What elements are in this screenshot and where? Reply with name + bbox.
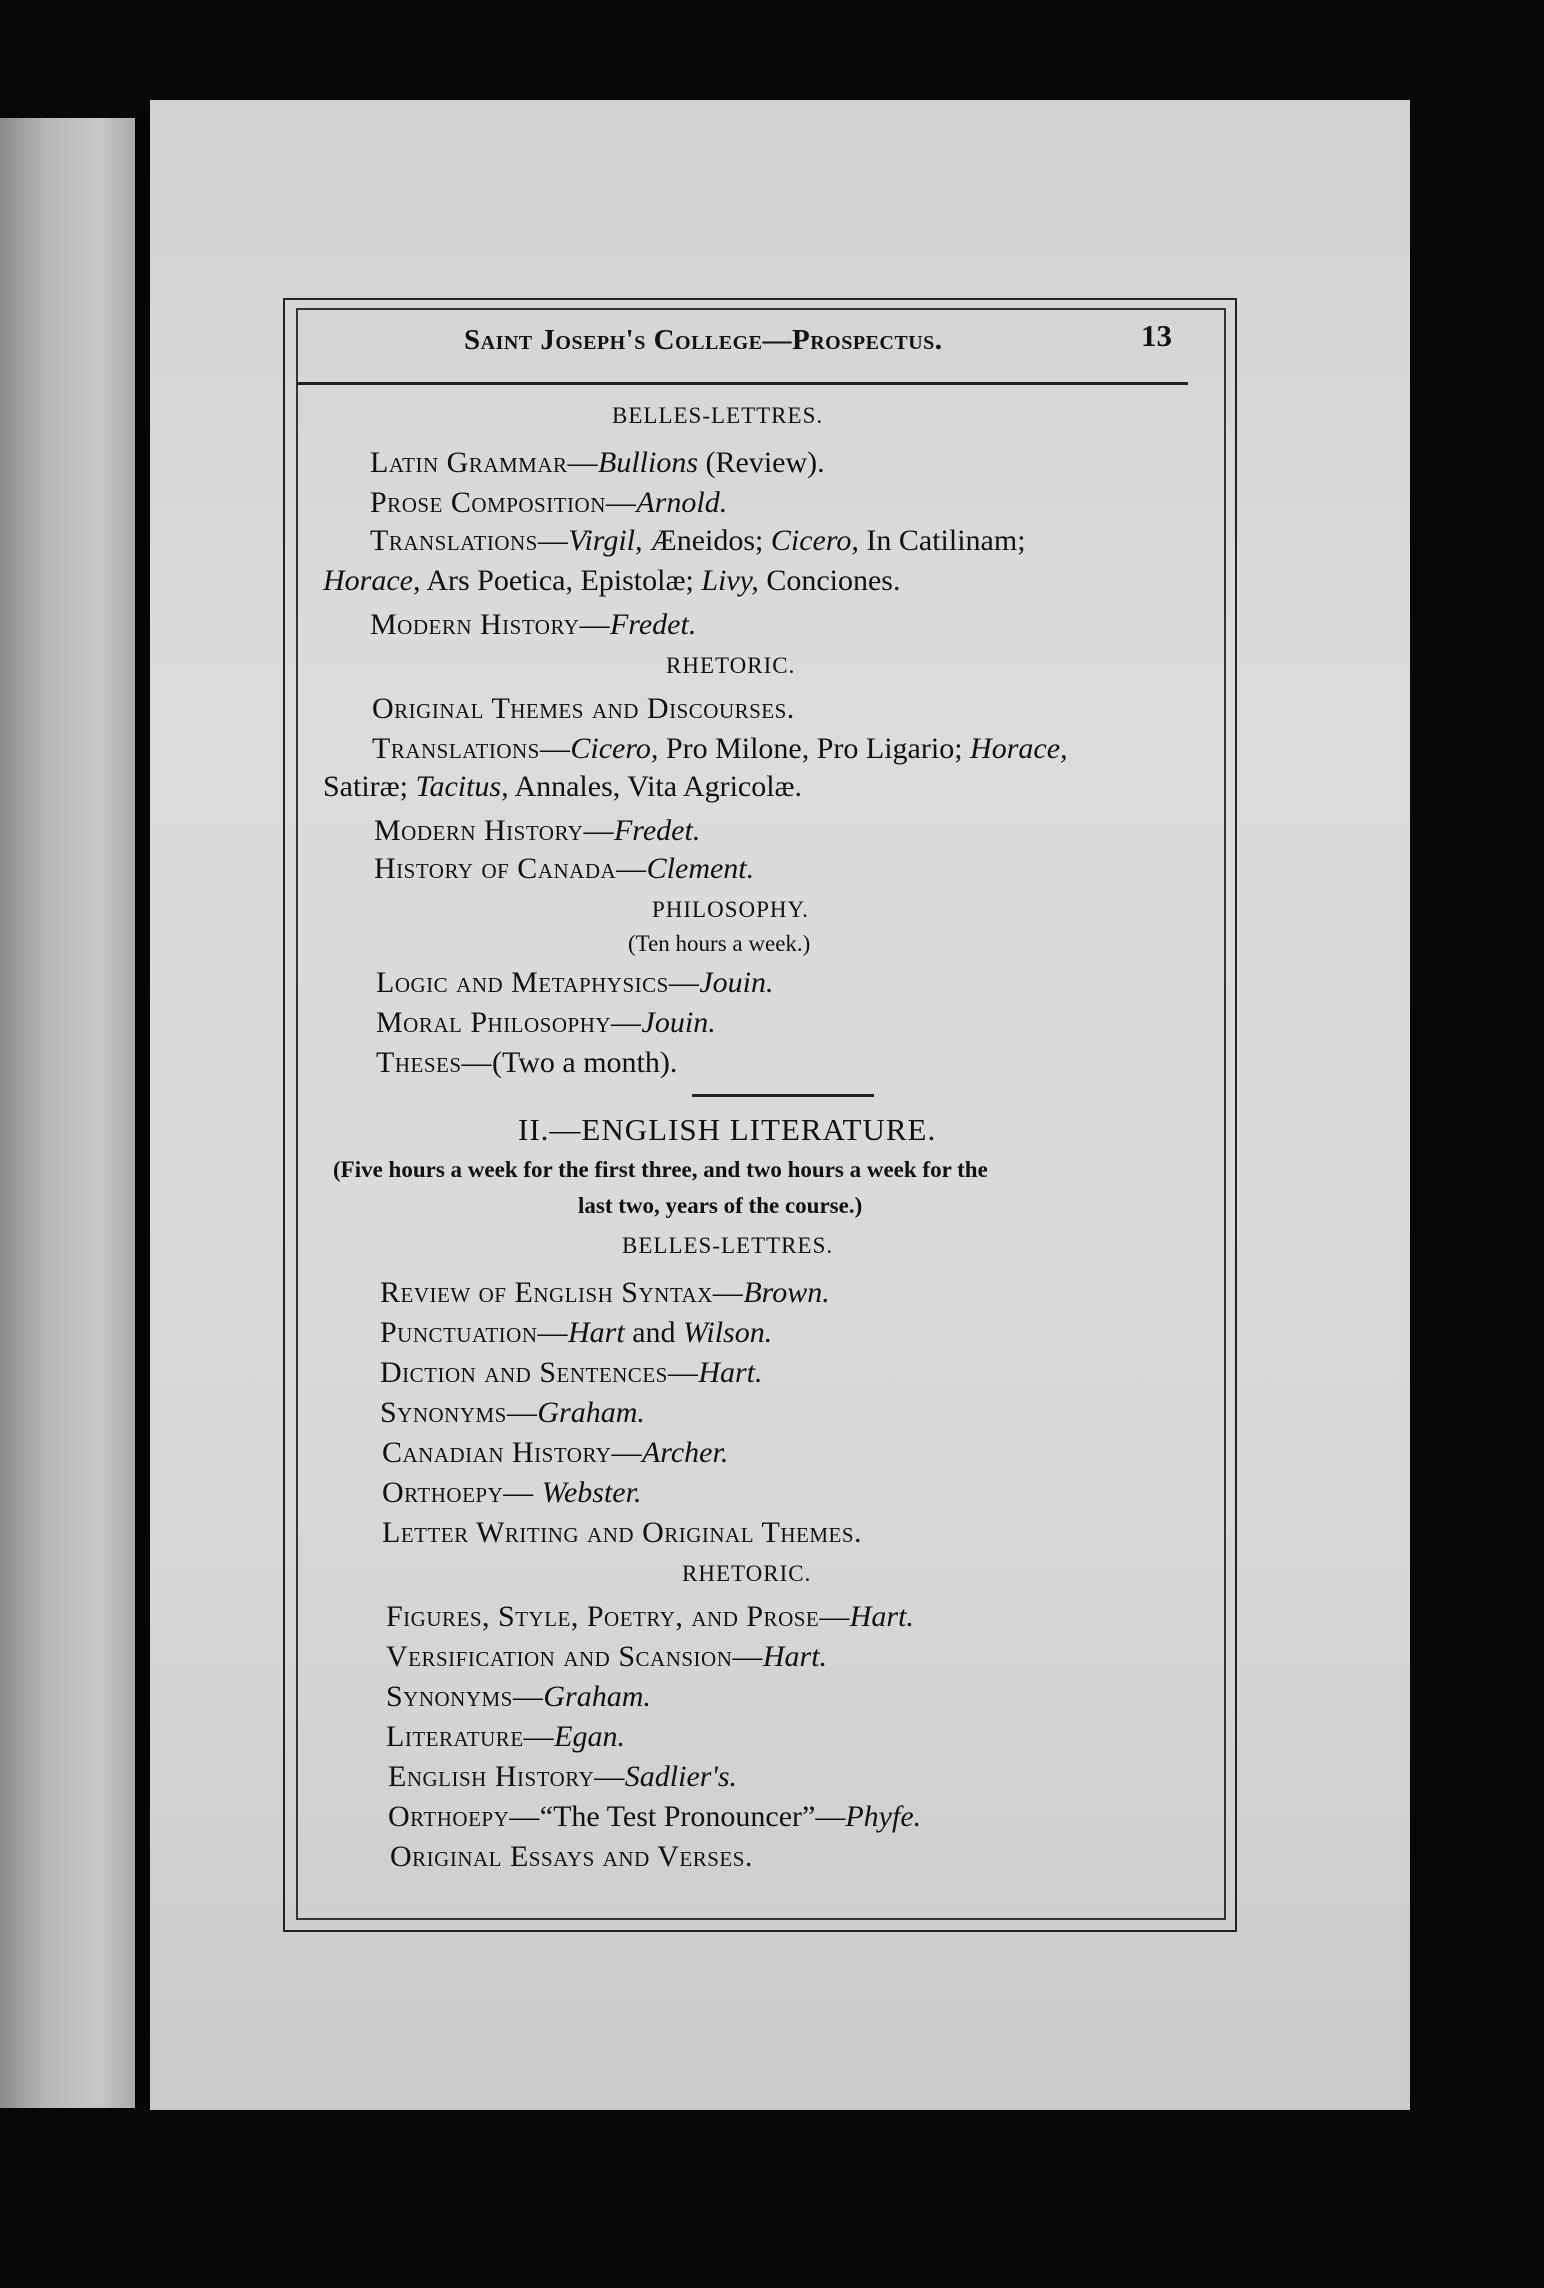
- section-divider: [692, 1094, 874, 1097]
- course-line: Moral Philosophy—Jouin.: [376, 1006, 716, 1039]
- section-heading: BELLES-LETTRES.: [622, 1233, 834, 1258]
- course-line-continued: Horace, Ars Poetica, Epistolæ; Livy, Conciones.: [323, 564, 901, 597]
- course-line: Diction and Sentences—Hart.: [380, 1356, 763, 1389]
- course-line: Theses—(Two a month).: [376, 1046, 678, 1079]
- course-line: Figures, Style, Poetry, and Prose—Hart.: [386, 1600, 914, 1633]
- course-line: Synonyms—Graham.: [386, 1680, 651, 1713]
- section-note: last two, years of the course.): [578, 1193, 863, 1218]
- section-title: II.—ENGLISH LITERATURE.: [518, 1112, 937, 1147]
- course-line: Latin Grammar—Bullions (Review).: [370, 446, 825, 479]
- course-line: Review of English Syntax—Brown.: [380, 1276, 830, 1309]
- course-line: Modern History—Fredet.: [374, 814, 701, 847]
- header-rule: [296, 382, 1188, 385]
- page-number: 13: [1141, 318, 1172, 353]
- course-line: Original Essays and Verses.: [390, 1840, 753, 1873]
- section-heading: BELLES-LETTRES.: [612, 403, 824, 428]
- course-line-continued: Satiræ; Tacitus, Annales, Vita Agricolæ.: [323, 770, 803, 803]
- section-note: (Five hours a week for the first three, and two hours a week for the: [333, 1157, 988, 1182]
- course-line: Prose Composition—Arnold.: [370, 486, 728, 519]
- course-line: Translations—Cicero, Pro Milone, Pro Ligario; Horace,: [372, 732, 1068, 765]
- course-line: Translations—Virgil, Æneidos; Cicero, In Catilinam;: [370, 524, 1026, 557]
- section-note: (Ten hours a week.): [628, 931, 811, 956]
- course-line: Orthoepy—“The Test Pronouncer”—Phyfe.: [388, 1800, 922, 1833]
- book-gutter: [135, 110, 149, 2110]
- course-line: Literature—Egan.: [386, 1720, 625, 1753]
- course-line: Punctuation—Hart and Wilson.: [380, 1316, 773, 1349]
- course-line: Logic and Metaphysics—Jouin.: [376, 966, 774, 999]
- course-line: Orthoepy— Webster.: [382, 1476, 642, 1509]
- section-heading: RHETORIC.: [682, 1561, 812, 1586]
- course-line: Versification and Scansion—Hart.: [386, 1640, 828, 1673]
- course-line: English History—Sadlier's.: [388, 1760, 738, 1793]
- course-line: Original Themes and Discourses.: [372, 692, 795, 725]
- course-line: Modern History—Fredet.: [370, 608, 697, 641]
- section-heading: RHETORIC.: [666, 653, 796, 678]
- course-line: Letter Writing and Original Themes.: [382, 1516, 863, 1549]
- course-line: Synonyms—Graham.: [380, 1396, 645, 1429]
- running-title: Saint Joseph's College—Prospectus.: [464, 324, 943, 356]
- section-heading: PHILOSOPHY.: [652, 897, 809, 922]
- adjacent-page-edge: [0, 118, 135, 2108]
- course-line: Canadian History—Archer.: [382, 1436, 729, 1469]
- course-line: History of Canada—Clement.: [374, 852, 755, 885]
